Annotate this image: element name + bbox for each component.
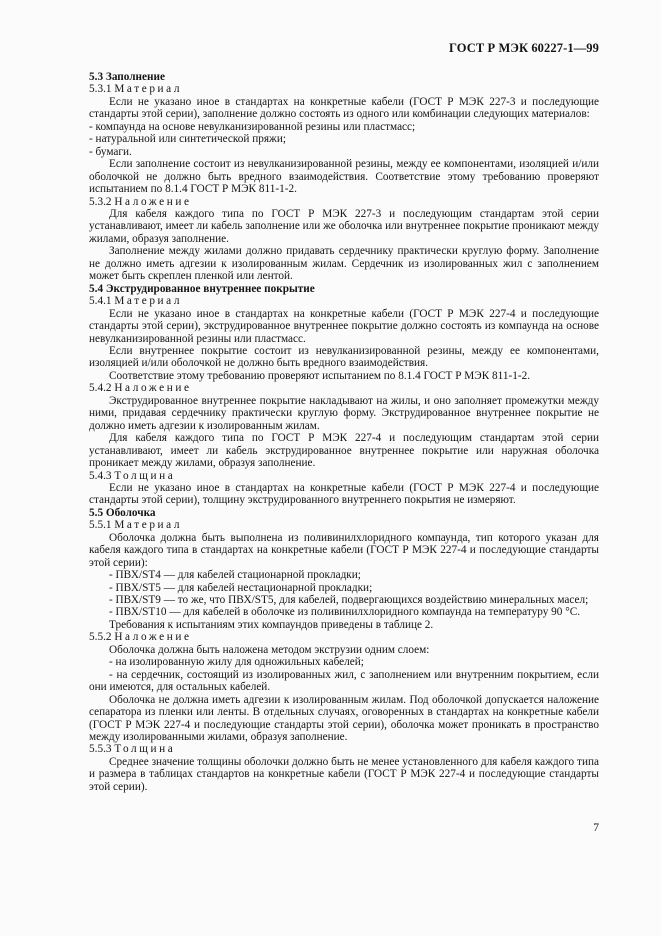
- subsection-title: Материал: [114, 295, 183, 308]
- subsection-heading: [89, 519, 599, 531]
- paragraph: - ПВХ/ST5 — для кабелей нестационарной прокладки;: [109, 581, 373, 594]
- paragraph: - ПВХ/ST10 — для кабелей в оболочке из поливинилхлоридного компаунда на температуру 90 °С.: [109, 606, 581, 619]
- list-item: - натуральной или синтетической пряжи;: [89, 133, 286, 146]
- subsection-number: 5.4.2: [89, 382, 112, 395]
- list-item: - бумаги.: [89, 145, 132, 158]
- subsection-title: Наложение: [114, 382, 192, 395]
- subsection-heading: [89, 743, 599, 755]
- paragraph: Если не указано иное в стандартах на конкретные кабели (ГОСТ Р МЭК 227-3 и последующие стандарты этой серии), заполнение должно состоять из одного или комбинации следующих материалов:: [89, 95, 599, 121]
- paragraph: - ПВХ/ST9 — то же, что ПВХ/ST5, для кабелей, подвергающихся воздействию минеральных масел;: [109, 594, 589, 607]
- paragraph: Если не указано иное в стандартах на конкретные кабели (ГОСТ Р МЭК 227-4 и последующие стандарты этой серии), толщину экструдированного внутреннего покрытия не измеряют.: [89, 481, 599, 507]
- page-number: 7: [593, 822, 599, 834]
- list-item: - компаунда на основе невулканизированной резины или пластмасс;: [89, 120, 416, 133]
- paragraph: Для кабеля каждого типа по ГОСТ Р МЭК 227-3 и последующим стандартам этой серии устанавливают, имеет ли кабель заполнение или же оболочка или внутреннее покрытие проникают между жилами, образуя заполнение.: [89, 207, 599, 245]
- subsection-title: Толщина: [114, 743, 176, 756]
- document-body: [89, 71, 599, 793]
- subsection-heading: [89, 631, 599, 643]
- subsection-title: Толщина: [114, 469, 176, 482]
- paragraph: - на изолированную жилу для одножильных кабелей;: [109, 656, 364, 669]
- paragraph: - на сердечник, состоящий из изолированных жил, с заполнением или внутренним покрытием, если они имеются, для остальных кабелей.: [89, 668, 599, 694]
- subsection-heading: [89, 295, 599, 307]
- paragraph: Если не указано иное в стандартах на конкретные кабели (ГОСТ Р МЭК 227-4 и последующие стандарты этой серии), экструдированное внутреннее покрытие должно состоять из компаунда на основе невулканизированной резины или пластмасс.: [89, 307, 599, 345]
- subsection-number: 5.5.2: [89, 631, 112, 644]
- paragraph: Экструдированное внутреннее покрытие накладывают на жилы, и оно заполняет промежутки между ними, придавая сердечнику практически круглую форму. Экструдированное внутреннее покрытие не должно иметь адгезии к изолированным жилам.: [89, 394, 599, 432]
- subsection-title: Наложение: [114, 195, 192, 208]
- subsection-title: Материал: [114, 83, 183, 96]
- subsection-number: 5.3.2: [89, 195, 112, 208]
- paragraph: Для кабеля каждого типа по ГОСТ Р МЭК 227-4 и последующим стандартам этой серии устанавливают, имеет ли кабель экструдированное внутреннее покрытие или наружная оболочка проникает между жилами, образуя заполнение.: [89, 432, 599, 470]
- subsection-heading: [89, 382, 599, 394]
- subsection-heading: [89, 196, 599, 208]
- paragraph: Требования к испытаниям этих компаундов приведены в таблице 2.: [109, 618, 434, 631]
- subsection-number: 5.5.3: [89, 743, 112, 756]
- subsection-number: 5.4.1: [89, 295, 112, 308]
- subsection-heading: [89, 470, 599, 482]
- section-heading: 5.4 Экструдированное внутреннее покрытие: [89, 282, 315, 295]
- subsection-heading: [89, 83, 599, 95]
- paragraph: Оболочка должна быть наложена методом экструзии одним слоем:: [109, 643, 430, 656]
- paragraph: Заполнение между жилами должно придавать сердечнику практически круглую форму. Заполнение не должно иметь адгезии к изолированным жилам. Сердечник из изолированных жил с заполнением может быть скреплен пленкой или лентой.: [89, 245, 599, 283]
- section-heading: 5.3 Заполнение: [89, 71, 165, 83]
- paragraph: Если заполнение состоит из невулканизированной резины, между ее компонентами, изоляцией и/или оболочкой не должно быть вредного взаимодействия. Соответствие этому требованию проверяют испытанием по 8.1.4 ГОСТ Р МЭК 811-1-2.: [89, 158, 599, 196]
- subsection-number: 5.4.3: [89, 469, 112, 482]
- paragraph: Соответствие этому требованию проверяют испытанием по 8.1.4 ГОСТ Р МЭК 811-1-2.: [109, 369, 531, 382]
- paragraph: Если внутреннее покрытие состоит из невулканизированной резины, между ее компонентами, изоляцией и/или оболочкой не должно быть вредного взаимодействия.: [89, 344, 599, 370]
- paragraph: Среднее значение толщины оболочки должно быть не менее установленного для кабеля каждого типа и размера в таблицах стандартов на конкретные кабели (ГОСТ Р МЭК 227-4 и последующие стандарты этой серии).: [89, 755, 599, 793]
- document-header: ГОСТ Р МЭК 60227-1—99: [449, 41, 599, 55]
- paragraph: - ПВХ/ST4 — для кабелей стационарной прокладки;: [109, 569, 361, 582]
- subsection-number: 5.5.1: [89, 519, 112, 532]
- subsection-number: 5.3.1: [89, 83, 112, 96]
- paragraph: Оболочка не должна иметь адгезии к изолированным жилам. Под оболочкой допускается наложение сепаратора из пленки или ленты. В отдельных случаях, оговоренных в стандартах на конкретные кабели (ГОСТ Р МЭК 227-4 и последующие стандарты этой серии), оболочка может проникать в пространство между изолированными жилами, образуя заполнение.: [89, 693, 599, 744]
- section-heading: 5.5 Оболочка: [89, 506, 156, 519]
- paragraph: Оболочка должна быть выполнена из поливинилхлоридного компаунда, тип которого указан для кабеля каждого типа в стандартах на конкретные кабели (ГОСТ Р МЭК 227-4 и последующие стандарты этой серии):: [89, 531, 599, 569]
- subsection-title: Материал: [114, 519, 183, 532]
- subsection-title: Наложение: [114, 631, 192, 644]
